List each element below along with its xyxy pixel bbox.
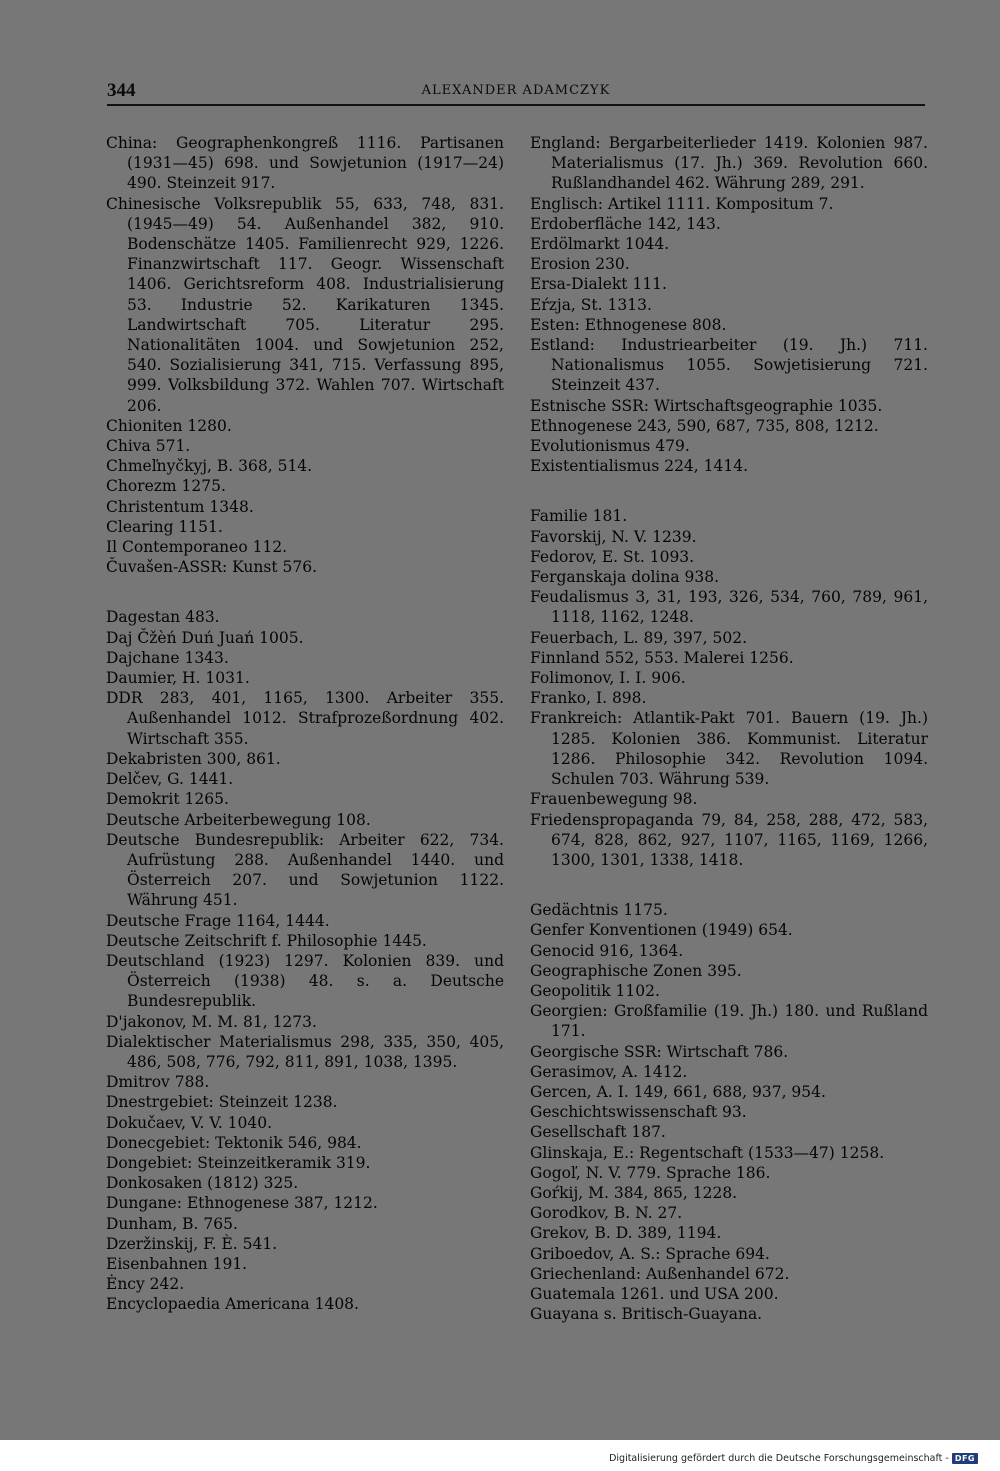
index-entry: Il Contemporaneo 112. (106, 538, 288, 557)
index-entry: Donkosaken (1812) 325. (106, 1174, 299, 1193)
index-entry: Clearing 1151. (106, 517, 223, 536)
index-entry: Geschichtswissenschaft 93. (530, 1103, 747, 1122)
index-entry: Erdölmarkt 1044. (530, 235, 670, 254)
header-rule (107, 104, 925, 106)
index-entry: Ersa-Dialekt 111. (530, 275, 667, 294)
index-entry: Deutsche Bundesrepublik: Arbeiter 622, 734. Aufrüstung 288. Außenhandel 1440. und Österreich 207. und Sowjetunion 1122. Währung 451. (106, 830, 504, 910)
index-entry: Dnestrgebiet: Steinzeit 1238. (106, 1093, 338, 1112)
index-entry: Guatemala 1261. und USA 200. (530, 1284, 779, 1303)
index-entry: Chorezm 1275. (106, 477, 226, 496)
index-column-left (106, 133, 504, 1315)
running-title: ALEXANDER ADAMCZYK (421, 83, 611, 98)
index-entry: Delčev, G. 1441. (106, 770, 234, 789)
index-entry: Erdoberfläche 142, 143. (530, 214, 721, 233)
index-entry: Frankreich: Atlantik-Pakt 701. Bauern (19. Jh.) 1285. Kolonien 386. Kommunist. Literatur 1286. Philosophie 342. Revolution 1094. Schulen 703. Währung 539. (530, 709, 928, 789)
index-entry: Ferganskaja dolina 938. (530, 568, 720, 587)
index-entry: Dungane: Ethnogenese 387, 1212. (106, 1194, 378, 1213)
index-entry: Georgien: Großfamilie (19. Jh.) 180. und Rußland 171. (530, 1002, 928, 1041)
index-group-f (530, 506, 928, 870)
index-entry: Gerasimov, A. 1412. (530, 1062, 688, 1081)
index-entry: Deutsche Frage 1164, 1444. (106, 911, 330, 930)
index-entry: Dzeržinskij, F. È. 541. (106, 1234, 278, 1253)
index-entry: Glinskaja, E.: Regentschaft (1533—47) 1258. (530, 1143, 885, 1162)
index-entry: Folimonov, I. I. 906. (530, 669, 686, 688)
index-entry: Feudalismus 3, 31, 193, 326, 534, 760, 789, 961, 1118, 1162, 1248. (530, 588, 928, 627)
index-entry: Favorskij, N. V. 1239. (530, 527, 697, 546)
index-entry: Finnland 552, 553. Malerei 1256. (530, 648, 794, 667)
index-entry: Geopolitik 1102. (530, 981, 660, 1000)
digitization-credit (609, 1453, 978, 1464)
index-column-right (530, 133, 928, 1324)
index-entry: Esten: Ethnogenese 808. (530, 315, 727, 334)
index-entry: Dmitrov 788. (106, 1073, 210, 1092)
index-entry: England: Bergarbeiterlieder 1419. Kolonien 987. Materialismus (17. Jh.) 369. Revolution 660. Rußlandhandel 462. Währung 289, 291. (530, 134, 928, 193)
index-entry: Fedorov, E. St. 1093. (530, 547, 695, 566)
index-entry: Daj Čžèń Duń Juań 1005. (106, 628, 304, 647)
index-entry: Chiva 571. (106, 437, 191, 456)
index-entry: Estnische SSR: Wirtschaftsgeographie 1035. (530, 396, 883, 415)
index-entry: Chmeľnyčkyj, B. 368, 514. (106, 457, 313, 476)
index-entry: Geographische Zonen 395. (530, 961, 742, 980)
index-entry: Gercen, A. I. 149, 661, 688, 937, 954. (530, 1082, 826, 1101)
index-entry: Existentialismus 224, 1414. (530, 457, 749, 476)
index-entry: Dunham, B. 765. (106, 1214, 238, 1233)
index-entry: Dongebiet: Steinzeitkeramik 319. (106, 1153, 371, 1172)
index-entry: Eisenbahnen 191. (106, 1254, 248, 1273)
index-entry: Evolutionismus 479. (530, 437, 690, 456)
index-entry: Goŕkij, M. 384, 865, 1228. (530, 1183, 738, 1202)
index-group-g (530, 900, 928, 1324)
index-entry: Chinesische Volksrepublik 55, 633, 748, 831. (1945—49) 54. Außenhandel 382, 910. Bodenschätze 1405. Familienrecht 929, 1226. Finanzwirtschaft 117. Geogr. Wissenschaft 1406. Gerichtsreform 408. Industrialisierung 53. Industrie 52. Karikaturen 1345. Landwirtschaft 705. Literatur 295. Nationalitäten 1004. und Sowjetunion 252, 540. Sozialisierung 341, 715. Verfassung 895, 999. Volksbildung 372. Wahlen 707. Wirtschaft 206. (106, 194, 504, 415)
index-entry: Genocid 916, 1364. (530, 941, 684, 960)
index-entry: Eŕzja, St. 1313. (530, 295, 652, 314)
index-entry: Feuerbach, L. 89, 397, 502. (530, 628, 747, 647)
index-entry: Dajchane 1343. (106, 648, 229, 667)
index-entry: Guayana s. Britisch-Guayana. (530, 1305, 763, 1324)
index-entry: Grekov, B. D. 389, 1194. (530, 1224, 722, 1243)
index-entry: Gedächtnis 1175. (530, 901, 668, 920)
page-number: 344 (107, 80, 136, 101)
index-group-c (106, 133, 504, 577)
index-entry: Daumier, H. 1031. (106, 669, 250, 688)
index-entry: Georgische SSR: Wirtschaft 786. (530, 1042, 789, 1061)
index-entry: Dialektischer Materialismus 298, 335, 350, 405, 486, 508, 776, 792, 811, 891, 1038, 1395. (106, 1032, 504, 1071)
index-entry: Dokučaev, V. V. 1040. (106, 1113, 273, 1132)
index-entry: Ėncy 242. (106, 1275, 185, 1294)
index-entry: D'jakonov, M. M. 81, 1273. (106, 1012, 317, 1031)
index-entry: Dekabristen 300, 861. (106, 749, 281, 768)
credit-text: Digitalisierung gefördert durch die Deutsche Forschungsgemeinschaft - (609, 1453, 949, 1464)
index-entry: Dagestan 483. (106, 608, 220, 627)
index-entry: Christentum 1348. (106, 497, 254, 516)
index-entry: Donecgebiet: Tektonik 546, 984. (106, 1133, 362, 1152)
index-entry: Erosion 230. (530, 255, 630, 274)
index-entry: Griechenland: Außenhandel 672. (530, 1264, 790, 1283)
index-entry: Čuvašen-ASSR: Kunst 576. (106, 558, 317, 577)
page-header (107, 80, 925, 104)
index-entry: Englisch: Artikel 1111. Kompositum 7. (530, 194, 834, 213)
index-group-e (530, 133, 928, 476)
index-entry: Gogoľ, N. V. 779. Sprache 186. (530, 1163, 771, 1182)
index-entry: DDR 283, 401, 1165, 1300. Arbeiter 355. Außenhandel 1012. Strafprozeßordnung 402. Wirtschaft 355. (106, 689, 504, 748)
index-entry: Estland: Industriearbeiter (19. Jh.) 711. Nationalismus 1055. Sowjetisierung 721. Steinzeit 437. (530, 336, 928, 395)
index-entry: Gorodkov, B. N. 27. (530, 1204, 683, 1223)
index-entry: China: Geographenkongreß 1116. Partisanen (1931—45) 698. und Sowjetunion (1917—24) 490. Steinzeit 917. (106, 134, 504, 193)
index-entry: Encyclopaedia Americana 1408. (106, 1295, 359, 1314)
index-entry: Griboedov, A. S.: Sprache 694. (530, 1244, 770, 1263)
index-entry: Deutsche Zeitschrift f. Philosophie 1445. (106, 931, 427, 950)
index-entry: Chioniten 1280. (106, 416, 232, 435)
index-group-d-e (106, 607, 504, 1314)
dfg-logo-icon: DFG (952, 1453, 978, 1464)
index-entry: Familie 181. (530, 507, 628, 526)
index-entry: Deutsche Arbeiterbewegung 108. (106, 810, 371, 829)
index-entry: Franko, I. 898. (530, 689, 647, 708)
index-entry: Ethnogenese 243, 590, 687, 735, 808, 1212. (530, 416, 879, 435)
index-entry: Deutschland (1923) 1297. Kolonien 839. und Österreich (1938) 48. s. a. Deutsche Bundesrepublik. (106, 951, 504, 1011)
index-entry: Gesellschaft 187. (530, 1123, 666, 1142)
index-entry: Frauenbewegung 98. (530, 790, 698, 809)
index-entry: Genfer Konventionen (1949) 654. (530, 921, 793, 940)
index-entry: Demokrit 1265. (106, 790, 229, 809)
index-entry: Friedenspropaganda 79, 84, 258, 288, 472, 583, 674, 828, 862, 927, 1107, 1165, 1169, 1266, 1300, 1301, 1338, 1418. (530, 810, 928, 869)
